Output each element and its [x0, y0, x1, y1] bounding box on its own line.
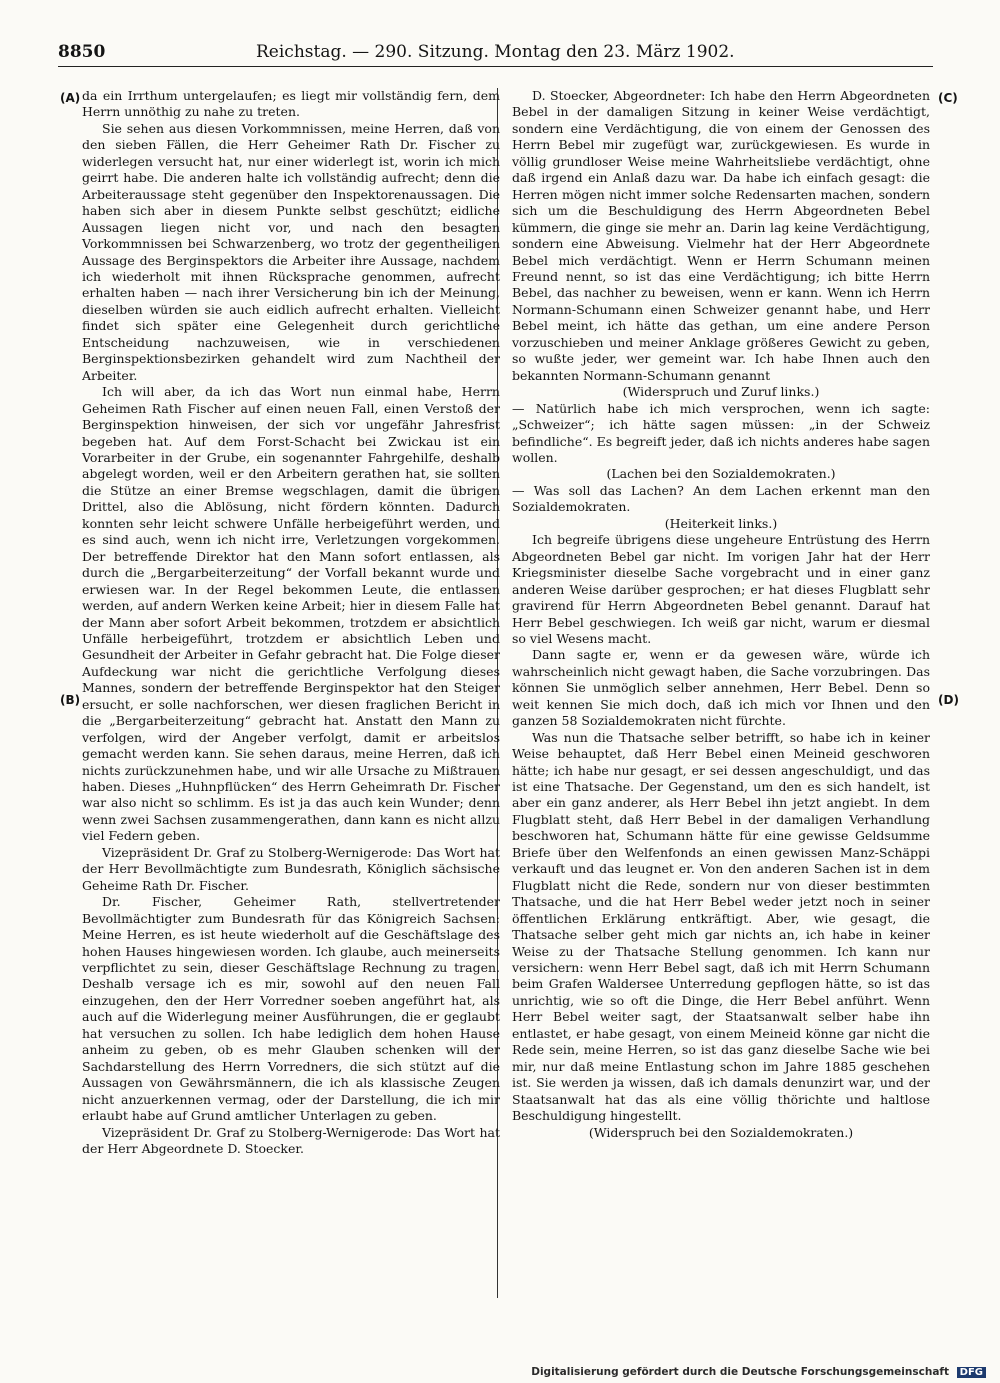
paragraph: Ich begreife übrigens diese ungeheure Entrüstung des Herrn Abgeordneten Bebel gar nicht. Im vorigen Jahr hat der Herr Kriegsminister dieselbe Sache vorgebracht und in einer ganz anderen Weise darüber gesprochen; er hat dieses Flugblatt sehr gravirend für Herrn Abgeordneten Bebel genannt. Darauf hat Herr Bebel geschwiegen. Ich weiß gar nicht, warum er diesmal so viel Wesens macht. [512, 532, 930, 646]
interjection: (Heiterkeit links.) [664, 515, 778, 531]
running-title: Reichstag. — 290. Sitzung. Montag den 23. März 1902. [256, 42, 735, 62]
margin-mark-a: (A) [60, 91, 81, 105]
margin-mark-b: (B) [60, 693, 81, 707]
digitization-credit [531, 1366, 986, 1378]
speaker-paragraph: Vizepräsident Dr. Graf zu Stolberg-Wernigerode: Das Wort hat der Herr Abgeordnete D. Stoecker. [82, 1124, 500, 1156]
speaker-paragraph: D. Stoecker, Abgeordneter: Ich habe den Herrn Abgeordneten Bebel in der damaligen Sitzung in keiner Weise verdächtigt, sondern eine Verdächtigung, die von einem der Genossen des Herrn Bebel mir zugefügt war, zurückgewiesen. Es wurde in völlig grundloser Weise meine Wahrheitsliebe verdächtigt, ohne daß irgend ein Anlaß dazu war. Da habe ich einfach gesagt: die Herren mögen nicht immer solche Redensarten machen, sondern sich um die Beschuldigung des Herrn Abgeordneten Bebel kümmern, die ginge sie mehr an. Darin lag keine Verdächtigung, sondern eine Abweisung. Vielmehr hat der Herr Abgeordnete Bebel mich verdächtigt. Wenn er Herrn Schumann meinen Freund nennt, so ist das eine Verdächtigung; ich bitte Herrn Bebel, das nachher zu beweisen, wenn er kann. Wenn ich Herrn Normann-Schumann einen Schweizer genannt habe, und Herr Bebel meint, ich hätte das gethan, um eine andere Person vorzuschieben und meiner Anklage größeres Gewicht zu geben, so wußte jeder, wer gemeint war. Ich habe Ihnen auch den bekannten Normann-Schumann genannt [512, 88, 930, 383]
paragraph: Sie sehen aus diesen Vorkommnissen, meine Herren, daß von den sieben Fällen, die Herr Geheimer Rath Dr. Fischer zu widerlegen versucht hat, nur einer widerlegt ist, worin ich mich geirrt habe. Die anderen halte ich vollständig aufrecht; denn die Arbeiteraussage steht gegenüber den Inspektorenaussagen. Die haben sich aber in diesem Punkte selbst geschützt; eidliche Aussagen liegen nicht vor, und nach den besagten Vorkommnissen bei Schwarzenberg, wo trotz der gegentheiligen Aussage des Berginspektors die Arbeiter ihre Aussage, nachdem ich wiederholt mit ihnen Rücksprache genommen, aufrecht erhalten haben — nach ihrer Versicherung bin ich der Meinung, dieselben würden sie auch eidlich aufrecht erhalten. Vielleicht findet sich später eine Gelegenheit durch gerichtliche Entscheidung nachzuweisen, wie in verschiedenen Berginspektionsbezirken gehandelt wird zum Nachtheil der Arbeiter. [82, 120, 500, 383]
paragraph: Ich will aber, da ich das Wort nun einmal habe, Herrn Geheimen Rath Fischer auf einen neuen Fall, einen Verstoß der Berginspektion hinweisen, der sich vor ungefähr Jahresfrist begeben hat. Auf dem Forst-Schacht bei Zwickau ist ein Vorarbeiter in der Grube, ein sogenannter Fahrgehilfe, deshalb abgelegt worden, weil er den Arbeitern gerathen hat, sie sollten die Stütze an einer Bremse wegschlagen, damit die übrigen Drittel, also die Ablösung, nicht fördern könnten. Dadurch konnten sehr leicht schwere Unfälle herbeigeführt werden, und es sind auch, wenn ich nicht irre, Verletzungen vorgekommen. Der betreffende Direktor hat den Mann sofort entlassen, als durch die „Bergarbeiterzeitung“ der Vorfall bekannt wurde und erwiesen war. In der Regel bekommen Leute, die entlassen werden, auf andern Werken keine Arbeit; hier in diesem Falle hat der Mann aber sofort Arbeit bekommen, trotzdem er absichtlich Unfälle herbeigeführt, trotzdem er absichtlich Leben und Gesundheit der Arbeiter in Gefahr gebracht hat. Die Folge dieser Aufdeckung war nicht die gerichtliche Verfolgung dieses Mannes, sondern der betreffende Berginspektor hat den Steiger ersucht, er solle nachforschen, wer diesen fraglichen Bericht in die „Bergarbeiterzeitung“ gebracht hat. Anstatt den Mann zu verfolgen, wird der Angeber verfolgt, damit er arbeitslos gemacht werden kann. Sie sehen daraus, meine Herren, daß ich nichts zurückzunehmen habe, und wir alle Ursache zu Mißtrauen haben. Dieses „Huhnpflücken“ des Herrn Geheimrath Dr. Fischer war also nicht so schlimm. Es ist ja das auch kein Wunder; denn wenn zwei Sachsen zusammengerathen, dann kann es nicht allzu viel Federn geben. [82, 384, 500, 844]
margin-mark-d: (D) [938, 693, 959, 707]
speaker-paragraph: Dr. Fischer, Geheimer Rath, stellvertretender Bevollmächtigter zum Bundesrath für das Königreich Sachsen: Meine Herren, es ist heute wiederholt auf die Geschäftslage des hohen Hauses hingewiesen worden. Ich glaube, auch meinerseits verpflichtet zu sein, dieser Geschäftslage Rechnung zu tragen. Deshalb versage ich es mir, sowohl auf den neuen Fall einzugehen, den der Herr Vorredner soeben angeführt hat, als auch auf die Widerlegung meiner Ausführungen, die er geglaubt hat versuchen zu sollen. Ich habe lediglich dem hohen Hause anheim zu geben, ob es mehr Glauben schenken will der Sachdarstellung des Herrn Vorredners, die sich stützt auf die Aussagen von Gewährsmännern, die ich als klassische Zeugen nicht anzuerkennen vermag, oder der Darstellung, die ich mir erlaubt habe auf Grund amtlicher Unterlagen zu geben. [82, 894, 500, 1124]
credit-text: Digitalisierung gefördert durch die Deutsche Forschungsgemeinschaft [531, 1366, 949, 1378]
page-number: 8850 [58, 42, 106, 62]
paragraph: — Natürlich habe ich mich versprochen, wenn ich sagte: „Schweizer“; ich hätte sagen müssen: „in der Schweiz befindliche“. Es begreift jeder, daß ich nichts anderes habe sagen wollen. [512, 400, 930, 465]
paragraph: Dann sagte er, wenn er da gewesen wäre, würde ich wahrscheinlich nicht gewagt haben, die Sache vorzubringen. Das können Sie unmöglich selber annehmen, Herr Bebel. Denn so weit kennen Sie mich doch, daß ich mich vor Ihnen und den ganzen 58 Sozialdemokraten nicht fürchte. [512, 647, 930, 729]
interjection: (Lachen bei den Sozialdemokraten.) [606, 466, 836, 482]
interjection: (Widerspruch bei den Sozialdemokraten.) [588, 1124, 854, 1140]
paragraph: — Was soll das Lachen? An dem Lachen erkennt man den Sozialdemokraten. [512, 482, 930, 515]
speaker-paragraph: Vizepräsident Dr. Graf zu Stolberg-Wernigerode: Das Wort hat der Herr Bevollmächtigte zum Bundesrath, Königlich sächsische Geheime Rath Dr. Fischer. [82, 844, 500, 893]
left-column [82, 88, 500, 1157]
interjection: (Widerspruch und Zuruf links.) [622, 384, 820, 400]
margin-mark-c: (C) [938, 91, 958, 105]
right-column [512, 88, 930, 1141]
paragraph: da ein Irrthum untergelaufen; es liegt mir vollständig fern, dem Herrn unnöthig zu nahe zu treten. [82, 88, 500, 120]
page-header [58, 40, 933, 67]
dfg-logo: DFG [957, 1367, 986, 1378]
paragraph: Was nun die Thatsache selber betrifft, so habe ich in keiner Weise behauptet, daß Herr Bebel einen Meineid geschworen hätte; ich habe nur gesagt, er sei dessen angeschuldigt, und das ist eine Thatsache. Der Gegenstand, um den es sich handelt, ist aber ein ganz anderer, als Herr Bebel ihn jetzt angiebt. In dem Flugblatt steht, daß Herr Bebel in der damaligen Verhandlung beschworen hat, Schumann hätte für eine gewisse Geldsumme Briefe über den Welfenfonds an einen gewissen Manz-Schäppi verkauft und das leugnet er. Von den anderen Sachen ist in dem Flugblatt nicht die Rede, sondern nur von dieser bestimmten Thatsache, und die hat Herr Bebel weder jetzt noch in seiner öffentlichen Erklärung entkräftigt. Aber, wie gesagt, die Thatsache selber geht mich gar nichts an, ich habe in keiner Weise zu der Thatsache Stellung genommen. Ich kann nur versichern: wenn Herr Bebel sagt, daß ich mit Herrn Schumann beim Grafen Waldersee Unterredung gepflogen hätte, so ist das unrichtig, wie so oft die Dinge, die Herr Bebel anführt. Wenn Herr Bebel weiter sagt, der Staatsanwalt selber habe ihn entlastet, er habe gesagt, von einem Meineid könne gar nicht die Rede sein, meine Herren, so ist das ganz dieselbe Sache wie bei mir, nur daß meine Entlastung schon im Jahre 1885 geschehen ist. Sie werden ja wissen, daß ich damals denunzirt war, und der Staatsanwalt hat das als eine völlig thörichte und haltlose Beschuldigung hingestellt. [512, 729, 930, 1124]
